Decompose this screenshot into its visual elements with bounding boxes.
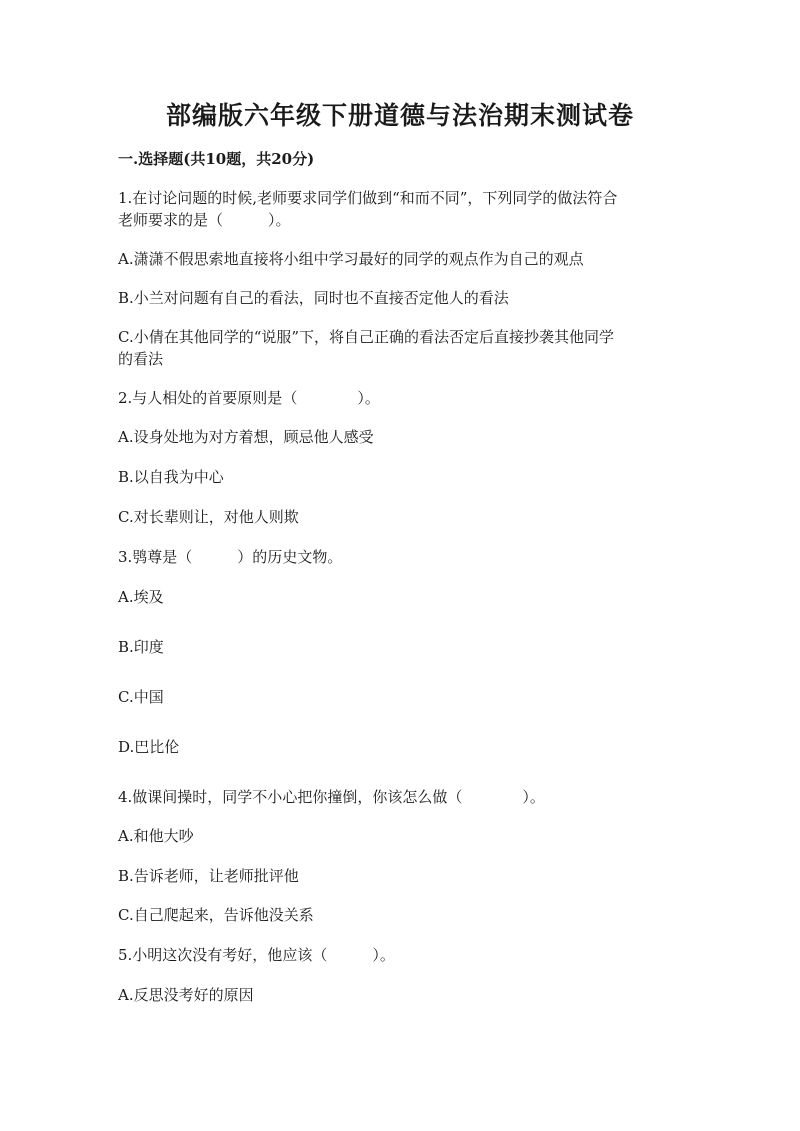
question-4-option-c: C.自己爬起来，告诉他没关系 (118, 906, 314, 924)
question-1-option-b: B.小兰对问题有自己的看法，同时也不直接否定他人的看法 (118, 289, 509, 307)
question-2-option-c: C.对长辈则让，对他人则欺 (118, 508, 299, 526)
question-3-option-b: B.印度 (118, 638, 164, 656)
question-1-stem-line-1: 1.在讨论问题的时候,老师要求同学们做到“和而不同”，下列同学的做法符合 (118, 189, 618, 207)
question-1-stem-line-2: 老师要求的是（ ）。 (118, 211, 291, 229)
question-2-stem: 2.与人相处的首要原则是（ ）。 (118, 389, 380, 407)
question-3-option-a: A.埃及 (118, 588, 164, 606)
question-2-option-b: B.以自我为中心 (118, 468, 224, 486)
question-5-option-a: A.反思没考好的原因 (118, 986, 254, 1004)
question-4-option-a: A.和他大吵 (118, 827, 194, 845)
question-3-option-d: D.巴比伦 (118, 738, 180, 756)
question-1-option-c-line-2: 的看法 (118, 350, 164, 368)
question-5-stem: 5.小明这次没有考好，他应该（ ）。 (118, 946, 395, 964)
question-1-option-a: A.潇潇不假思索地直接将小组中学习最好的同学的观点作为自己的观点 (118, 250, 584, 268)
question-3-stem: 3.鸮尊是（ ）的历史文物。 (118, 548, 343, 566)
question-4-stem: 4.做课间操时，同学不小心把你撞倒，你该怎么做（ ）。 (118, 788, 545, 806)
question-3-option-c: C.中国 (118, 688, 164, 706)
question-1-option-c-line-1: C.小倩在其他同学的“说服”下，将自己正确的看法否定后直接抄袭其他同学 (118, 328, 615, 346)
question-2-option-a: A.设身处地为对方着想，顾忌他人感受 (118, 428, 374, 446)
section-heading: 一.选择题(共10题，共20分) (118, 150, 315, 168)
page-title: 部编版六年级下册道德与法治期末测试卷 (165, 101, 634, 130)
question-4-option-b: B.告诉老师，让老师批评他 (118, 867, 299, 885)
